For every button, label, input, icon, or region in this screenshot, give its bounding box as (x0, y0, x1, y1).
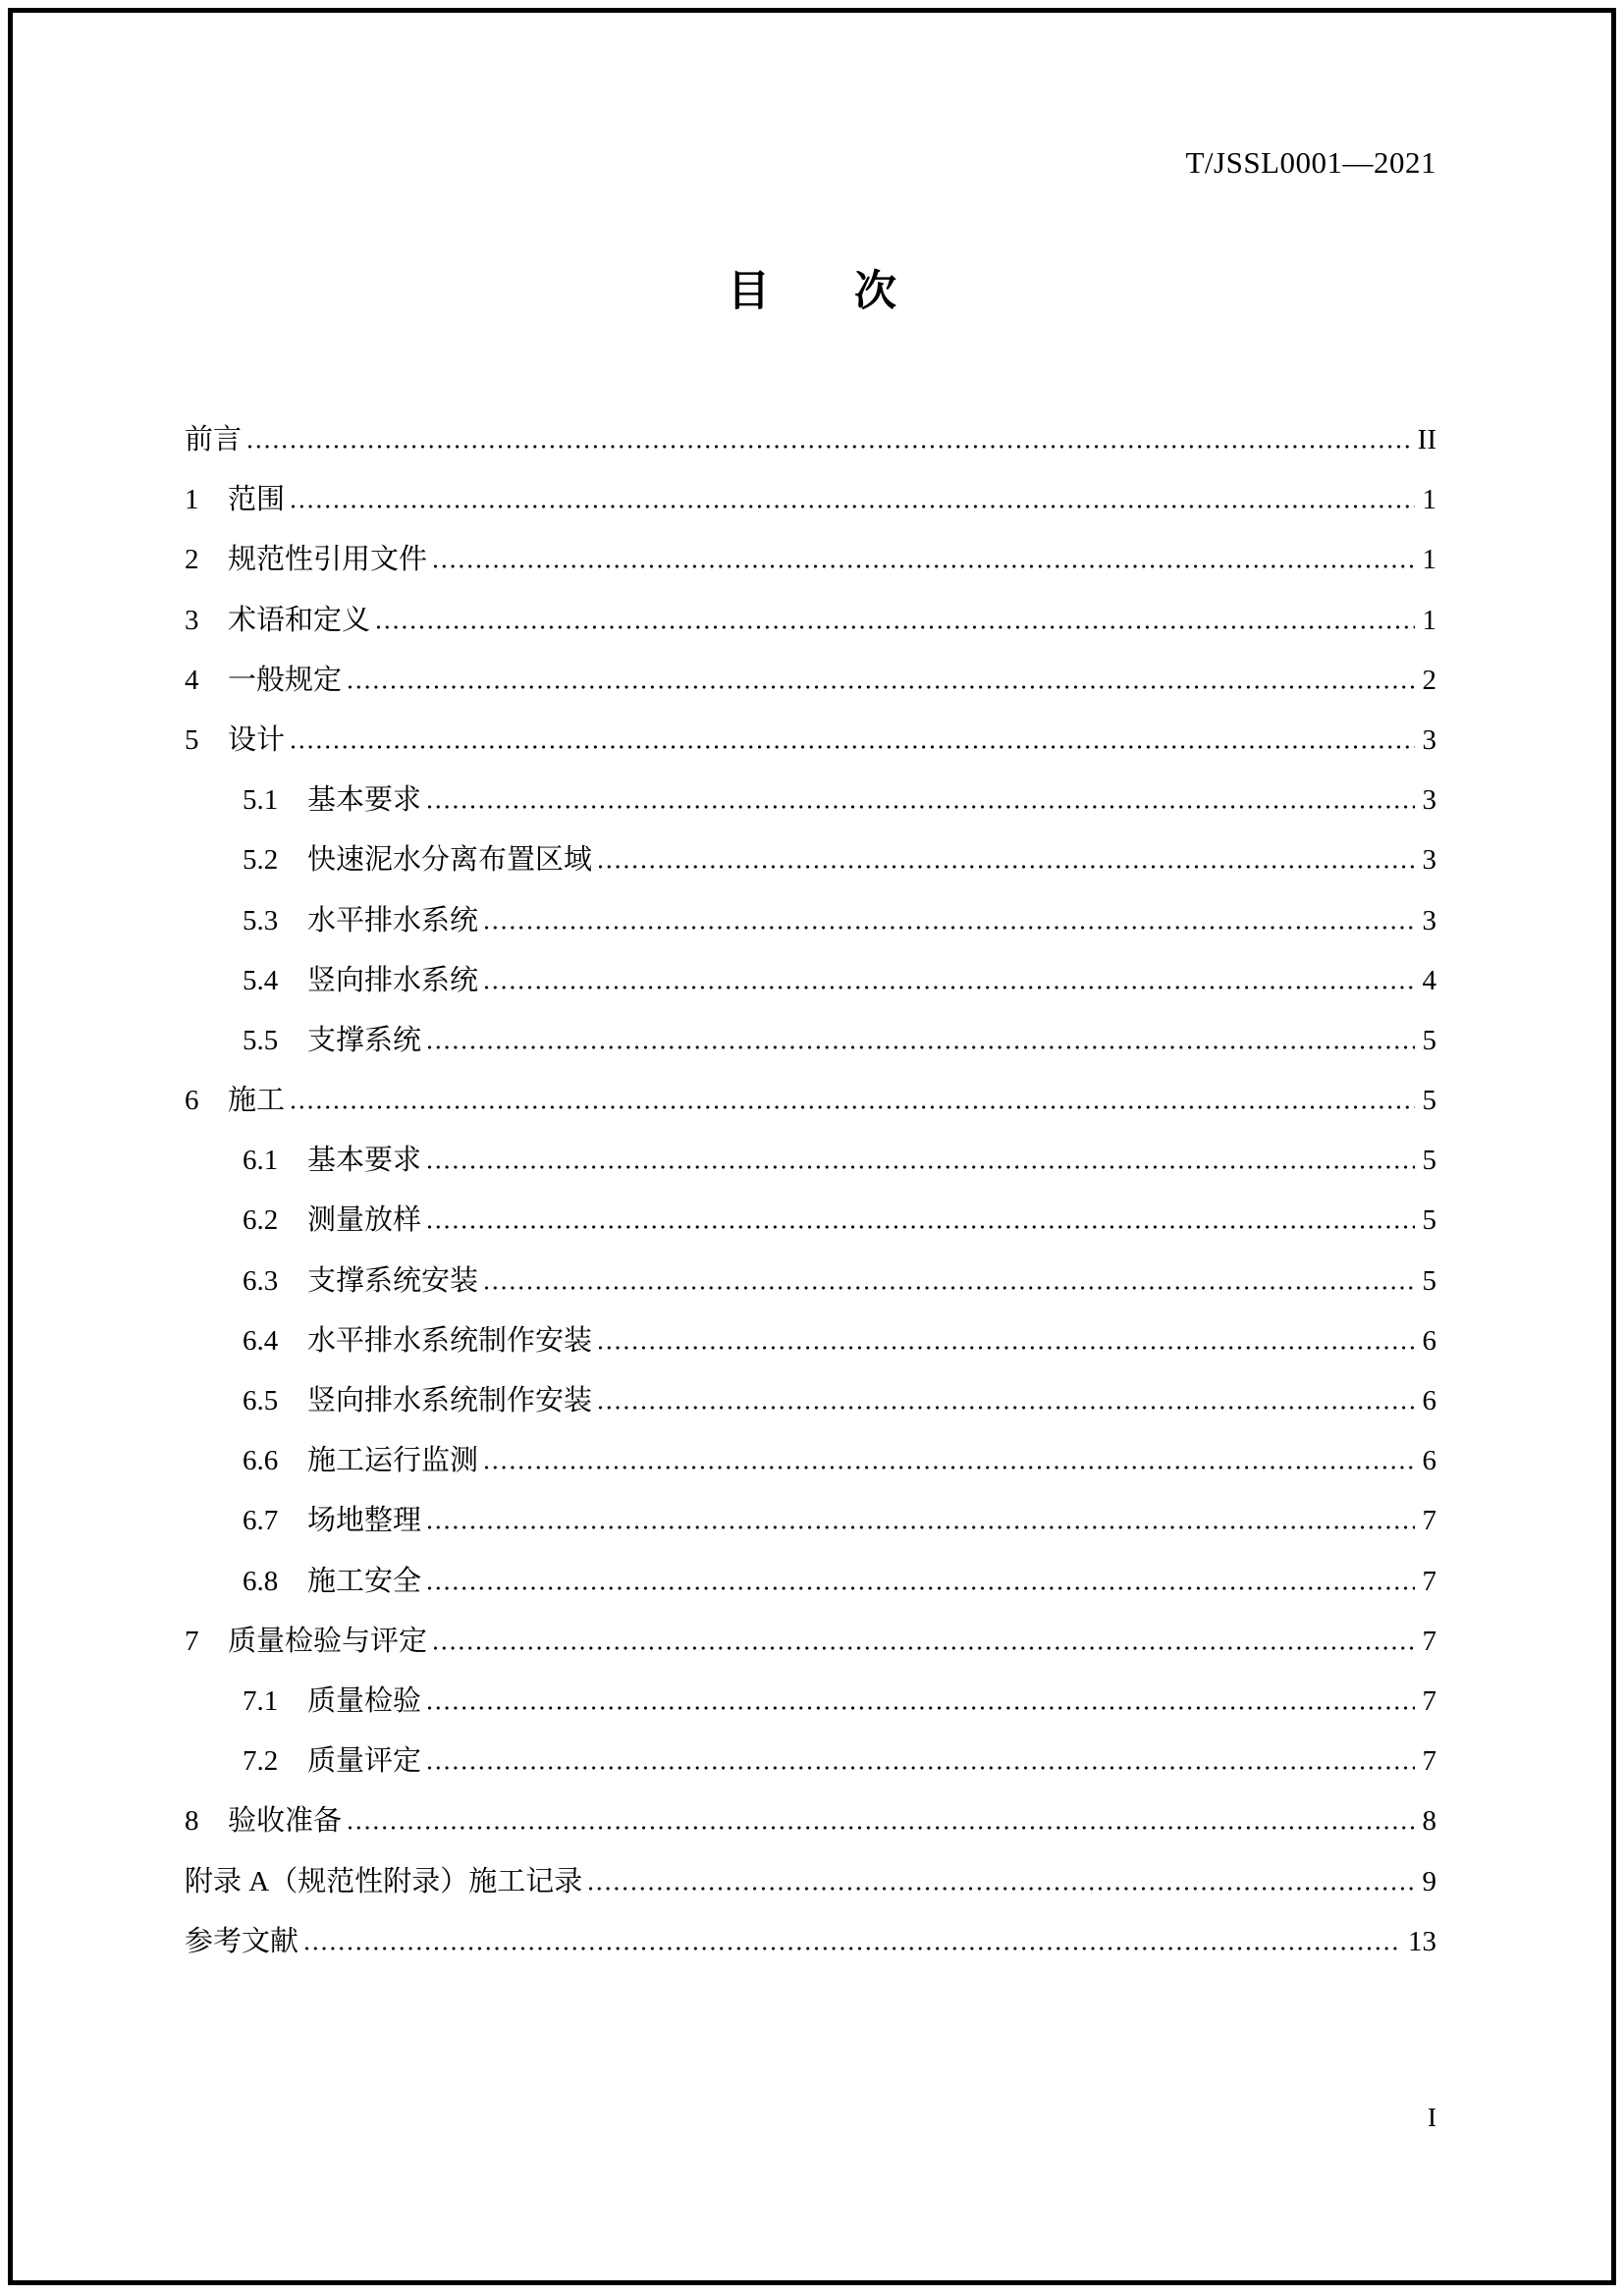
toc-entry (185, 410, 1436, 470)
toc-entry (185, 1672, 1436, 1732)
toc-entry-page: 6 (1422, 1324, 1436, 1357)
dot-leader (292, 745, 1414, 749)
toc-entry-label: 竖向排水系统 (307, 964, 479, 996)
toc-entry-number: 1 (185, 484, 199, 516)
toc-entry-label: 基本要求 (307, 784, 422, 817)
toc-entry-page: 7 (1422, 1565, 1436, 1597)
toc-entry-page: 3 (1422, 844, 1436, 877)
dot-leader (485, 926, 1414, 930)
dot-leader (589, 1887, 1414, 1891)
toc-entry-label: 附录 A（规范性附录）施工记录 (185, 1865, 583, 1897)
toc-entry-label: 质量检验 (307, 1684, 422, 1717)
dot-leader (599, 865, 1414, 869)
toc-entry-label: 基本要求 (307, 1145, 422, 1177)
toc-entry (185, 651, 1436, 711)
toc-entry-page: 3 (1422, 723, 1436, 756)
toc-entry-number: 6.1 (243, 1145, 279, 1177)
toc-entry-page: 1 (1422, 544, 1436, 576)
toc-entry-number: 5.4 (243, 964, 279, 996)
toc-entry-label: 测量放样 (307, 1204, 422, 1237)
toc-entry-page: 3 (1422, 904, 1436, 936)
dot-leader (428, 1525, 1414, 1529)
toc-entry (185, 470, 1436, 530)
toc-entry (185, 1732, 1436, 1791)
toc-entry (185, 1011, 1436, 1071)
toc-entry-label: 质量检验与评定 (228, 1625, 428, 1657)
toc-entry-number: 7.1 (243, 1684, 279, 1717)
dot-leader (428, 1165, 1414, 1169)
toc-entry-page: 7 (1422, 1684, 1436, 1717)
toc-entry (185, 1612, 1436, 1672)
toc-entry-label: 支撑系统 (307, 1024, 422, 1056)
dot-leader (428, 1586, 1414, 1590)
dot-leader (349, 1826, 1414, 1830)
toc-entry (185, 891, 1436, 951)
dot-leader (292, 1105, 1414, 1109)
toc-entry (185, 1131, 1436, 1191)
dot-leader (599, 1346, 1414, 1350)
toc-entry-page: 1 (1422, 604, 1436, 636)
toc-entry (185, 951, 1436, 1011)
toc-entry-label: 场地整理 (307, 1505, 422, 1537)
toc-entry (185, 711, 1436, 771)
toc-entry-label: 水平排水系统 (307, 904, 479, 936)
toc-entry-label: 一般规定 (228, 664, 343, 696)
toc-entry-page: 6 (1422, 1385, 1436, 1416)
dot-leader (485, 1466, 1414, 1469)
toc-entry-label: 质量评定 (307, 1745, 422, 1778)
toc-entry-label: 快速泥水分离布置区域 (307, 844, 593, 877)
toc-entry-label: 施工 (228, 1085, 286, 1117)
toc-entry (185, 1311, 1436, 1371)
toc-entry-number: 6.7 (243, 1505, 279, 1537)
toc-entry-page: 7 (1422, 1625, 1436, 1657)
toc-entry-number: 5.2 (243, 844, 279, 877)
toc-entry (185, 1552, 1436, 1612)
dot-leader (349, 685, 1414, 689)
toc-entry-page: II (1417, 424, 1436, 455)
dot-leader (428, 805, 1414, 809)
dot-leader (377, 625, 1414, 629)
toc-entry (185, 830, 1436, 890)
page-number-footer: I (1428, 2103, 1436, 2132)
toc-title: 目 次 (728, 267, 896, 316)
toc-list (185, 410, 1436, 1972)
toc-entry-number: 5 (185, 723, 199, 756)
dot-leader (248, 445, 1410, 449)
toc-entry-page: 5 (1422, 1085, 1436, 1117)
dot-leader (428, 1225, 1414, 1229)
toc-entry-label: 支撑系统安装 (307, 1264, 479, 1297)
dot-leader (305, 1947, 1400, 1950)
dot-leader (599, 1406, 1414, 1410)
toc-entry-number: 6.4 (243, 1324, 279, 1357)
toc-entry-label: 前言 (185, 424, 243, 455)
toc-entry (185, 1191, 1436, 1251)
toc-entry (185, 1431, 1436, 1491)
toc-entry-number: 7.2 (243, 1745, 279, 1778)
toc-entry-label: 施工运行监测 (307, 1445, 479, 1477)
toc-entry-label: 竖向排水系统制作安装 (307, 1385, 593, 1416)
dot-leader (485, 986, 1414, 989)
toc-entry (185, 1491, 1436, 1551)
toc-entry-page: 7 (1422, 1505, 1436, 1537)
toc-entry-number: 8 (185, 1805, 199, 1838)
toc-entry-page: 4 (1422, 964, 1436, 996)
toc-entry-page: 8 (1422, 1805, 1436, 1838)
dot-leader (428, 1045, 1414, 1049)
toc-entry-number: 6 (185, 1085, 199, 1117)
toc-entry-label: 参考文献 (185, 1925, 299, 1957)
toc-entry (185, 1912, 1436, 1972)
toc-entry-label: 水平排水系统制作安装 (307, 1324, 593, 1357)
toc-entry-number: 6.8 (243, 1565, 279, 1597)
toc-entry-number: 7 (185, 1625, 199, 1657)
toc-entry-page: 9 (1422, 1865, 1436, 1897)
toc-entry (185, 591, 1436, 651)
toc-entry-number: 2 (185, 544, 199, 576)
dot-leader (434, 1646, 1414, 1650)
toc-entry-page: 13 (1408, 1925, 1436, 1957)
toc-entry-label: 设计 (228, 723, 286, 756)
toc-entry (185, 1852, 1436, 1912)
toc-entry (185, 530, 1436, 590)
toc-entry-number: 6.2 (243, 1204, 279, 1237)
toc-entry-page: 5 (1422, 1024, 1436, 1056)
toc-entry-number: 6.6 (243, 1445, 279, 1477)
toc-entry-number: 4 (185, 664, 199, 696)
toc-entry-page: 7 (1422, 1745, 1436, 1778)
dot-leader (292, 505, 1414, 508)
toc-entry (185, 771, 1436, 830)
toc-entry-label: 施工安全 (307, 1565, 422, 1597)
toc-entry-page: 5 (1422, 1264, 1436, 1297)
toc-entry-label: 验收准备 (228, 1805, 343, 1838)
toc-entry-number: 6.5 (243, 1385, 279, 1416)
toc-entry-label: 范围 (228, 484, 286, 516)
toc-entry-page: 5 (1422, 1204, 1436, 1237)
dot-leader (428, 1706, 1414, 1710)
toc-entry (185, 1071, 1436, 1131)
toc-entry (185, 1371, 1436, 1431)
toc-entry (185, 1252, 1436, 1311)
toc-entry-number: 6.3 (243, 1264, 279, 1297)
toc-entry-number: 5.3 (243, 904, 279, 936)
toc-entry-label: 规范性引用文件 (228, 544, 428, 576)
toc-entry-number: 5.1 (243, 784, 279, 817)
doc-code: T/JSSL0001—2021 (1185, 145, 1436, 180)
toc-entry-page: 1 (1422, 484, 1436, 516)
toc-entry-page: 6 (1422, 1445, 1436, 1477)
dot-leader (434, 564, 1414, 568)
toc-entry-page: 3 (1422, 784, 1436, 817)
toc-entry-label: 术语和定义 (228, 604, 371, 636)
toc-entry-number: 3 (185, 604, 199, 636)
toc-entry-page: 2 (1422, 664, 1436, 696)
toc-entry (185, 1791, 1436, 1851)
toc-entry-page: 5 (1422, 1145, 1436, 1177)
dot-leader (485, 1286, 1414, 1290)
toc-entry-number: 5.5 (243, 1024, 279, 1056)
dot-leader (428, 1766, 1414, 1770)
